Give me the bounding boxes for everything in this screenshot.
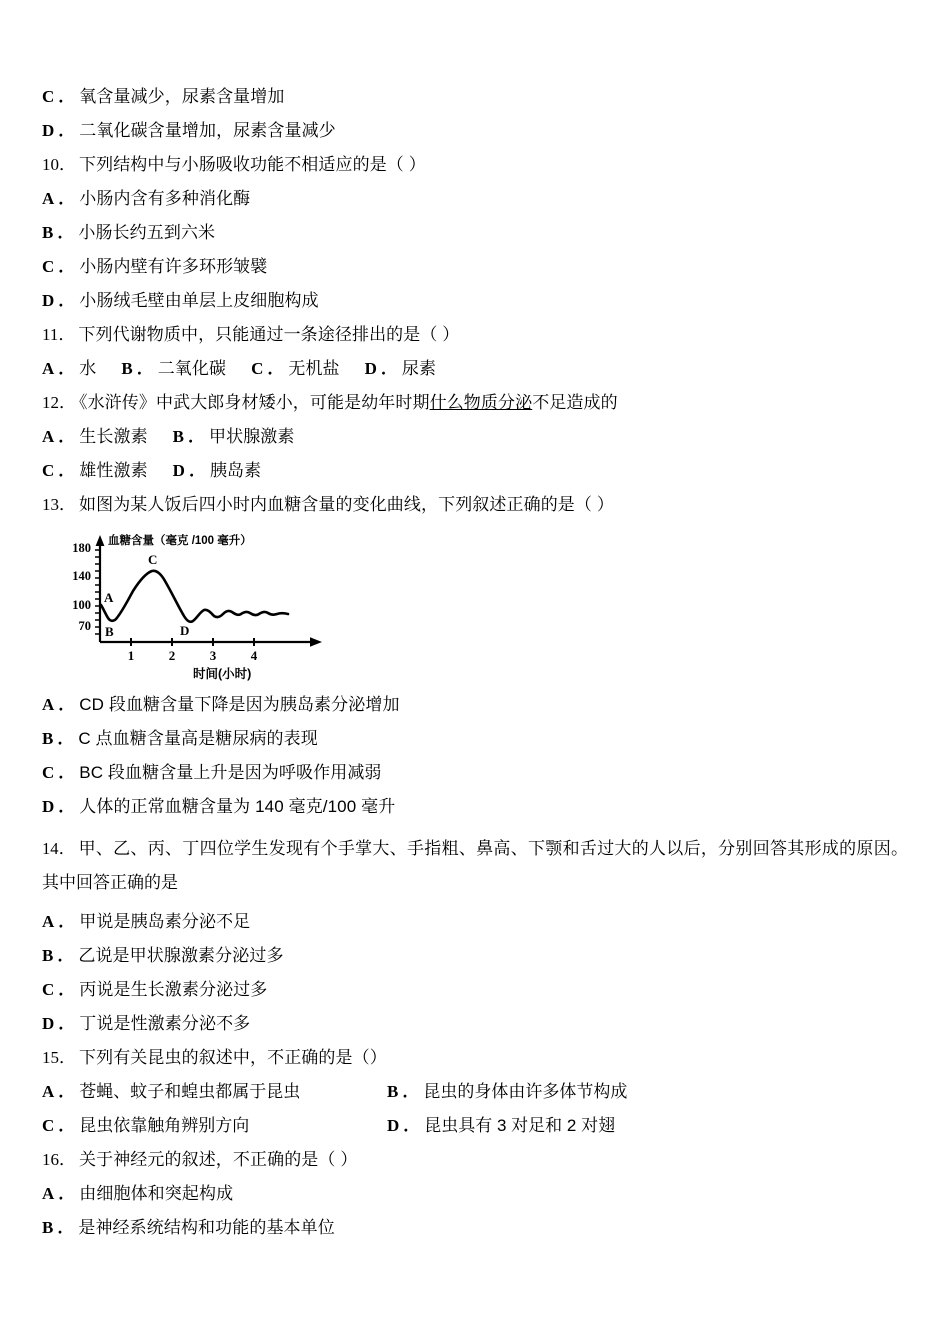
option-text: 二氧化碳 <box>157 359 227 378</box>
option-text: 小肠内含有多种消化酶 <box>79 189 251 208</box>
option-row-inline <box>42 360 908 378</box>
option-letter: A <box>42 695 55 714</box>
question-stem-14 <box>42 832 908 900</box>
option-letter: A <box>42 427 55 446</box>
option-dot: ． <box>58 980 76 999</box>
option-letter: D <box>42 291 55 310</box>
option-letter: A <box>42 1184 55 1203</box>
x-axis-title: 时间(小时) <box>193 667 252 681</box>
option-dot: ． <box>58 121 76 140</box>
option-letter: C <box>42 1116 55 1135</box>
option-item <box>42 358 96 378</box>
option-text: 尿素 <box>401 359 437 378</box>
curve-point-label-C: C <box>148 552 158 567</box>
option-letter: D <box>387 1116 400 1135</box>
option-text: CD 段血糖含量下降是因为胰岛素分泌增加 <box>79 695 400 714</box>
option-text: 水 <box>79 359 97 378</box>
option-dot: ． <box>188 427 205 446</box>
option-text: 昆虫具有 3 对足和 2 对翅 <box>424 1116 616 1135</box>
question-number: 13． <box>42 495 76 514</box>
option-dot: ． <box>57 1218 75 1237</box>
option-item <box>365 358 436 378</box>
option-dot: ． <box>58 797 76 816</box>
question-text-pre: 《水浒传》中武大郎身材矮小，可能是幼年时期 <box>79 393 430 412</box>
option-row <box>42 764 908 782</box>
option-row <box>42 122 908 140</box>
question-stem-12 <box>42 394 908 412</box>
question-stem-13 <box>42 496 908 514</box>
option-item <box>251 358 340 378</box>
x-tick-label-4: 4 <box>250 648 258 663</box>
option-item <box>387 1117 615 1135</box>
question-text: 下列有关昆虫的叙述中，不正确的是（） <box>79 1048 387 1067</box>
option-text: 小肠内壁有许多环形皱襞 <box>79 257 268 276</box>
question-text: 关于神经元的叙述，不正确的是（ ） <box>79 1150 358 1169</box>
option-dot: ． <box>58 1082 76 1101</box>
option-text: BC 段血糖含量上升是因为呼吸作用减弱 <box>79 763 382 782</box>
option-dot: ． <box>58 1184 76 1203</box>
option-item <box>387 1083 627 1101</box>
option-text: 氧含量减少，尿素含量增加 <box>79 87 285 106</box>
question-number: 16． <box>42 1150 76 1169</box>
option-row-inline <box>42 428 908 446</box>
option-letter: A <box>42 359 55 378</box>
option-text: 甲说是胰岛素分泌不足 <box>79 912 251 931</box>
option-row <box>42 292 908 310</box>
option-letter: D <box>42 1014 55 1033</box>
option-dot: ． <box>58 912 76 931</box>
option-text: 由细胞体和突起构成 <box>79 1184 234 1203</box>
option-row <box>42 696 908 714</box>
option-letter: D <box>42 121 55 140</box>
x-tick-label-1: 1 <box>127 648 135 663</box>
curve-point-label-A: A <box>104 590 114 605</box>
option-text: 昆虫依靠触角辨别方向 <box>79 1116 250 1135</box>
question-number: 10． <box>42 155 76 174</box>
option-item <box>42 1083 387 1101</box>
option-dot: ． <box>58 763 76 782</box>
option-dot: ． <box>188 461 206 480</box>
option-text: 丙说是生长激素分泌过多 <box>79 980 268 999</box>
option-text: 二氧化碳含量增加，尿素含量减少 <box>79 121 336 140</box>
option-letter: C <box>42 257 55 276</box>
option-dot: ． <box>57 223 75 242</box>
option-letter: A <box>42 1082 55 1101</box>
question-text-underlined: 什么物质分泌 <box>429 393 533 412</box>
option-row <box>42 798 908 816</box>
curve-point-label-D: D <box>180 623 190 638</box>
y-tick-label-100: 100 <box>72 598 91 612</box>
question-stem-16 <box>42 1151 908 1169</box>
option-row <box>42 190 908 208</box>
option-row-two-column <box>42 1117 908 1135</box>
option-text: 胰岛素 <box>209 461 262 480</box>
option-letter: B <box>387 1082 399 1101</box>
option-letter: A <box>42 189 55 208</box>
option-letter: B <box>172 427 184 446</box>
option-dot: ． <box>58 427 76 446</box>
option-text: 雄性激素 <box>79 461 148 480</box>
question-text: 如图为某人饭后四小时内血糖含量的变化曲线，下列叙述正确的是（ ） <box>79 495 614 514</box>
option-letter: B <box>42 1218 54 1237</box>
option-item <box>42 1117 387 1135</box>
option-row-inline <box>42 462 908 480</box>
x-tick-label-2: 2 <box>168 648 176 663</box>
question-text: 甲、乙、丙、丁四位学生发现有个手掌大、手指粗、鼻高、下颚和舌过大的人以后，分别回答其形成的原因。其中回答正确的是 <box>42 839 909 892</box>
question-stem-15 <box>42 1049 908 1067</box>
question-text-post: 不足造成的 <box>532 393 618 412</box>
question-number: 12． <box>42 393 76 412</box>
x-tick-label-3: 3 <box>209 648 217 663</box>
option-dot: ． <box>58 1014 76 1033</box>
blood-glucose-chart <box>60 530 360 682</box>
question-number: 15． <box>42 1048 76 1067</box>
option-letter: B <box>121 359 133 378</box>
option-text: C 点血糖含量高是糖尿病的表现 <box>78 729 318 748</box>
y-axis-title: 血糖含量（毫克 /100 毫升） <box>108 535 252 547</box>
option-dot: ． <box>58 189 76 208</box>
option-text: 是神经系统结构和功能的基本单位 <box>78 1218 335 1237</box>
option-row <box>42 1219 908 1237</box>
option-letter: C <box>42 763 55 782</box>
option-dot: ． <box>136 359 154 378</box>
option-item <box>173 426 295 446</box>
question-text: 下列代谢物质中，只能通过一条途径排出的是（ ） <box>78 325 460 344</box>
chart-svg <box>60 530 360 682</box>
option-row <box>42 913 908 931</box>
option-dot: ． <box>58 291 76 310</box>
y-axis-arrow <box>96 535 105 546</box>
option-item <box>42 426 148 446</box>
question-stem-11 <box>42 326 908 344</box>
option-dot: ． <box>58 359 76 378</box>
y-tick-label-180: 180 <box>72 541 91 555</box>
option-letter: B <box>42 729 54 748</box>
question-content <box>42 88 908 1253</box>
option-letter: D <box>42 797 55 816</box>
option-dot: ． <box>58 695 76 714</box>
option-row <box>42 88 908 106</box>
option-dot: ． <box>58 461 76 480</box>
option-letter: C <box>42 461 55 480</box>
option-item <box>121 358 226 378</box>
option-text: 昆虫的身体由许多体节构成 <box>423 1082 628 1101</box>
option-dot: ． <box>58 257 76 276</box>
option-dot: ． <box>57 729 75 748</box>
option-letter: C <box>42 87 55 106</box>
option-item <box>42 460 148 480</box>
glucose-curve <box>101 571 288 622</box>
option-dot: ． <box>267 359 285 378</box>
option-dot: ． <box>402 1082 420 1101</box>
y-tick-label-140: 140 <box>72 569 91 583</box>
option-dot: ． <box>58 1116 76 1135</box>
question-number: 14． <box>42 839 76 858</box>
option-text: 苍蝇、蚊子和蝗虫都属于昆虫 <box>79 1082 301 1101</box>
option-text: 小肠绒毛壁由单层上皮细胞构成 <box>79 291 319 310</box>
option-text: 小肠长约五到六米 <box>78 223 216 242</box>
option-row <box>42 947 908 965</box>
option-letter: D <box>364 359 377 378</box>
option-row <box>42 1015 908 1033</box>
option-text: 乙说是甲状腺激素分泌过多 <box>78 946 284 965</box>
option-row <box>42 1185 908 1203</box>
x-axis-arrow <box>310 637 322 647</box>
option-row <box>42 258 908 276</box>
option-text: 生长激素 <box>79 427 148 446</box>
option-text: 丁说是性激素分泌不多 <box>79 1014 251 1033</box>
y-tick-label-70: 70 <box>78 619 91 633</box>
option-row-two-column <box>42 1083 908 1101</box>
option-letter: C <box>251 359 264 378</box>
option-letter: A <box>42 912 55 931</box>
option-letter: B <box>42 946 54 965</box>
option-row <box>42 224 908 242</box>
question-text: 下列结构中与小肠吸收功能不相适应的是（ ） <box>79 155 426 174</box>
option-letter: C <box>42 980 55 999</box>
option-text: 无机盐 <box>288 359 340 378</box>
option-item <box>173 460 262 480</box>
option-letter: D <box>172 461 185 480</box>
question-number: 11． <box>42 325 76 344</box>
option-dot: ． <box>380 359 398 378</box>
option-row <box>42 730 908 748</box>
option-letter: B <box>42 223 54 242</box>
question-stem-10 <box>42 156 908 174</box>
option-dot: ． <box>57 946 75 965</box>
option-dot: ． <box>403 1116 421 1135</box>
option-text: 人体的正常血糖含量为 140 毫克/100 毫升 <box>79 797 396 816</box>
curve-point-label-B: B <box>105 624 114 639</box>
option-text: 甲状腺激素 <box>209 427 295 446</box>
option-dot: ． <box>58 87 76 106</box>
option-row <box>42 981 908 999</box>
